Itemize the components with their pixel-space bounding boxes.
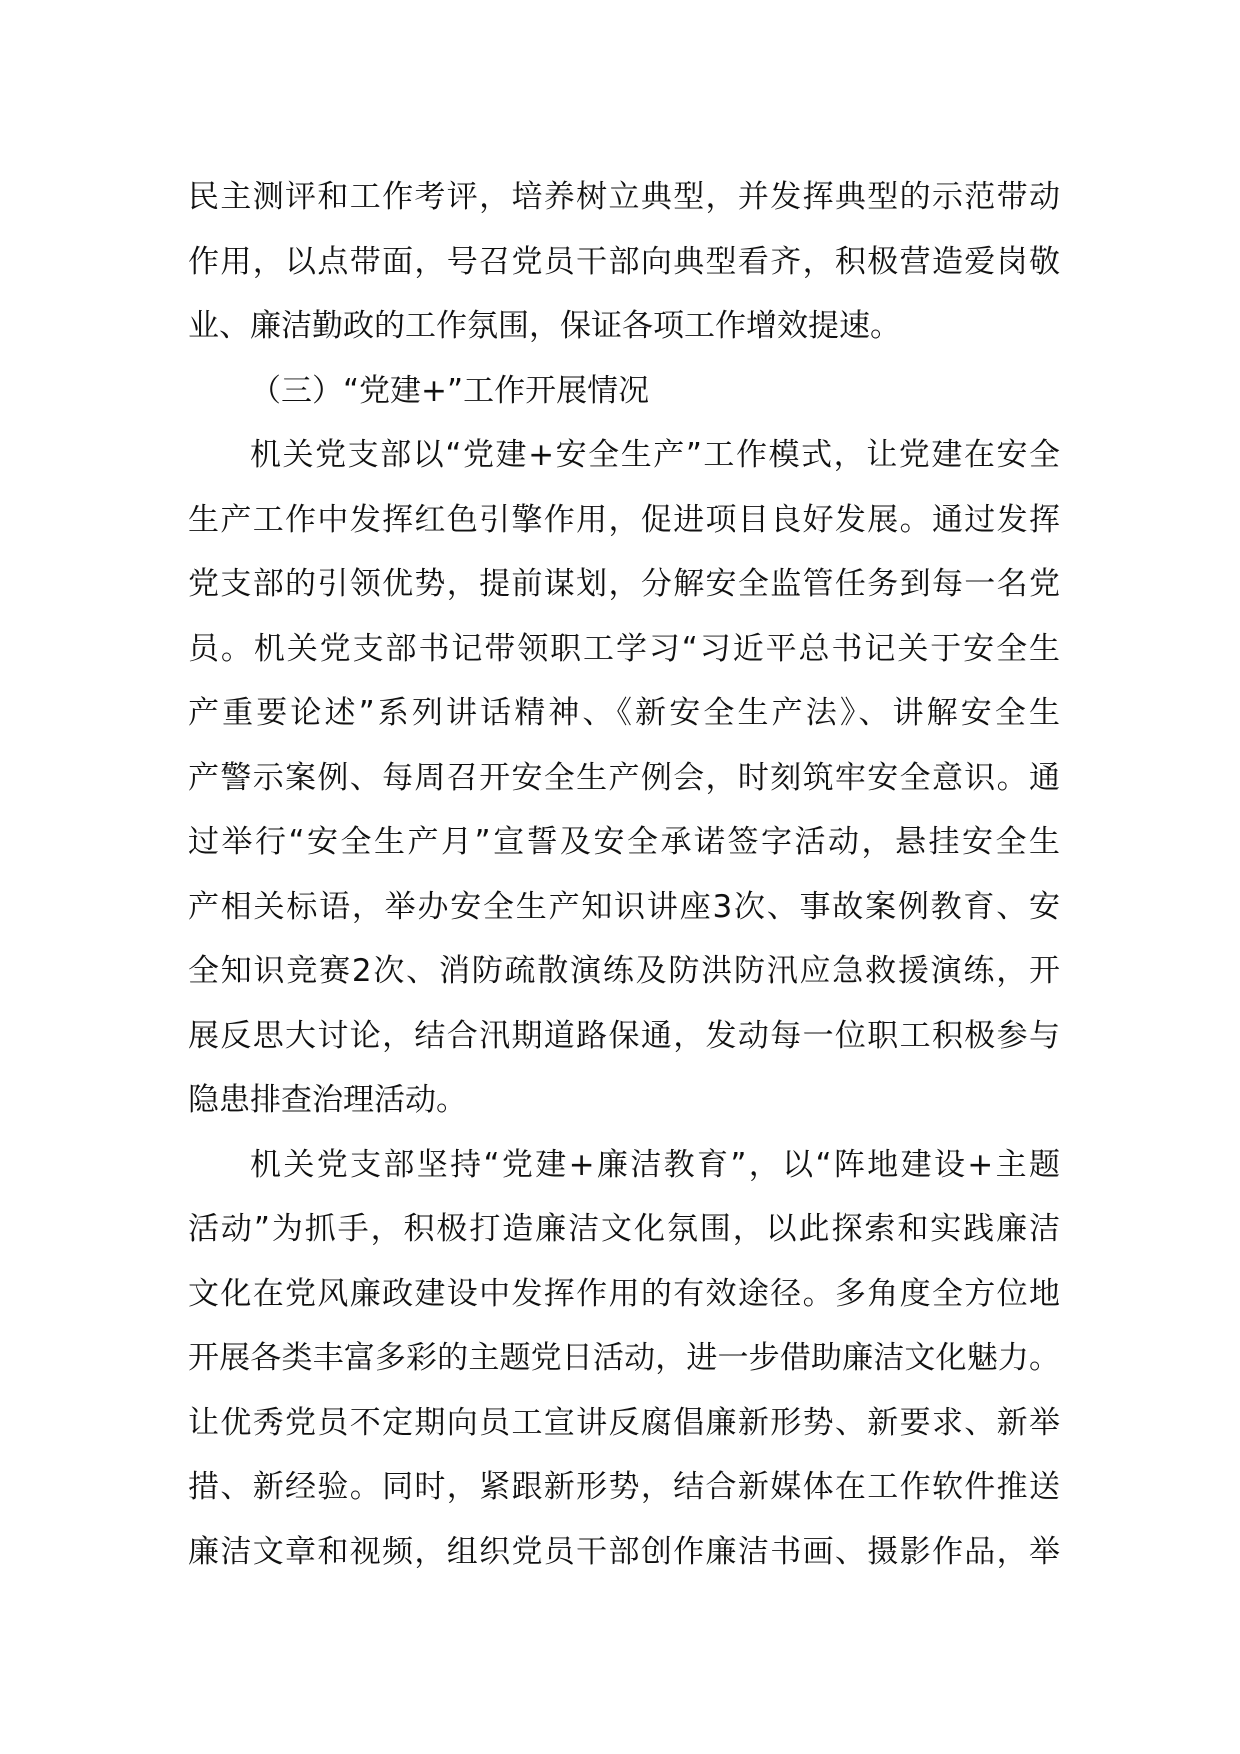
paragraph-first-line: 机关党支部以“党建+安全生产”工作模式，让党建在安全 (250, 437, 1060, 473)
text-line: 党支部的引领优势，提前谋划，分解安全监管任务到每一名党 (188, 566, 1060, 602)
text-line: 让优秀党员不定期向员工宣讲反腐倡廉新形势、新要求、新举 (188, 1404, 1060, 1441)
text-line: 过举行“安全生产月”宣誓及安全承诺签字活动，悬挂安全生 (188, 824, 1060, 860)
text-line: 措、新经验。同时，紧跟新形势，结合新媒体在工作软件推送 (188, 1469, 1060, 1505)
text-line: 员。机关党支部书记带领职工学习“习近平总书记关于安全生 (188, 630, 1060, 667)
text-line: 作用，以点带面，号召党员干部向典型看齐，积极营造爱岗敬 (188, 243, 1060, 280)
text-line: 开展各类丰富多彩的主题党日活动，进一步借助廉洁文化魅力。 (188, 1340, 1060, 1376)
text-line: 民主测评和工作考评，培养树立典型，并发挥典型的示范带动 (188, 179, 1060, 215)
paragraph-first-line: 机关党支部坚持“党建+廉洁教育”，以“阵地建设+主题 (250, 1146, 1060, 1183)
text-line: 产警示案例、每周召开安全生产例会，时刻筑牢安全意识。通 (188, 759, 1060, 796)
text-line: 活动”为抓手，积极打造廉洁文化氛围，以此探索和实践廉洁 (188, 1211, 1060, 1247)
text-line: 产相关标语，举办安全生产知识讲座3次、事故案例教育、安 (188, 888, 1060, 925)
text-line: 产重要论述”系列讲话精神、《新安全生产法》、讲解安全生 (188, 695, 1060, 731)
text-line: 文化在党风廉政建设中发挥作用的有效途径。多角度全方位地 (188, 1275, 1060, 1312)
text-line: 业、廉洁勤政的工作氛围，保证各项工作增效提速。 (188, 308, 901, 344)
text-line: 全知识竞赛2次、消防疏散演练及防洪防汛应急救援演练，开 (188, 953, 1060, 989)
section-heading: （三）“党建+”工作开展情况 (250, 372, 650, 409)
text-line: 生产工作中发挥红色引擎作用，促进项目良好发展。通过发挥 (188, 501, 1060, 538)
document-body (188, 165, 1060, 1584)
text-line: 廉洁文章和视频，组织党员干部创作廉洁书画、摄影作品，举 (188, 1533, 1060, 1570)
text-line: 隐患排查治理活动。 (188, 1082, 467, 1118)
text-line: 展反思大讨论，结合汛期道路保通，发动每一位职工积极参与 (188, 1017, 1060, 1054)
